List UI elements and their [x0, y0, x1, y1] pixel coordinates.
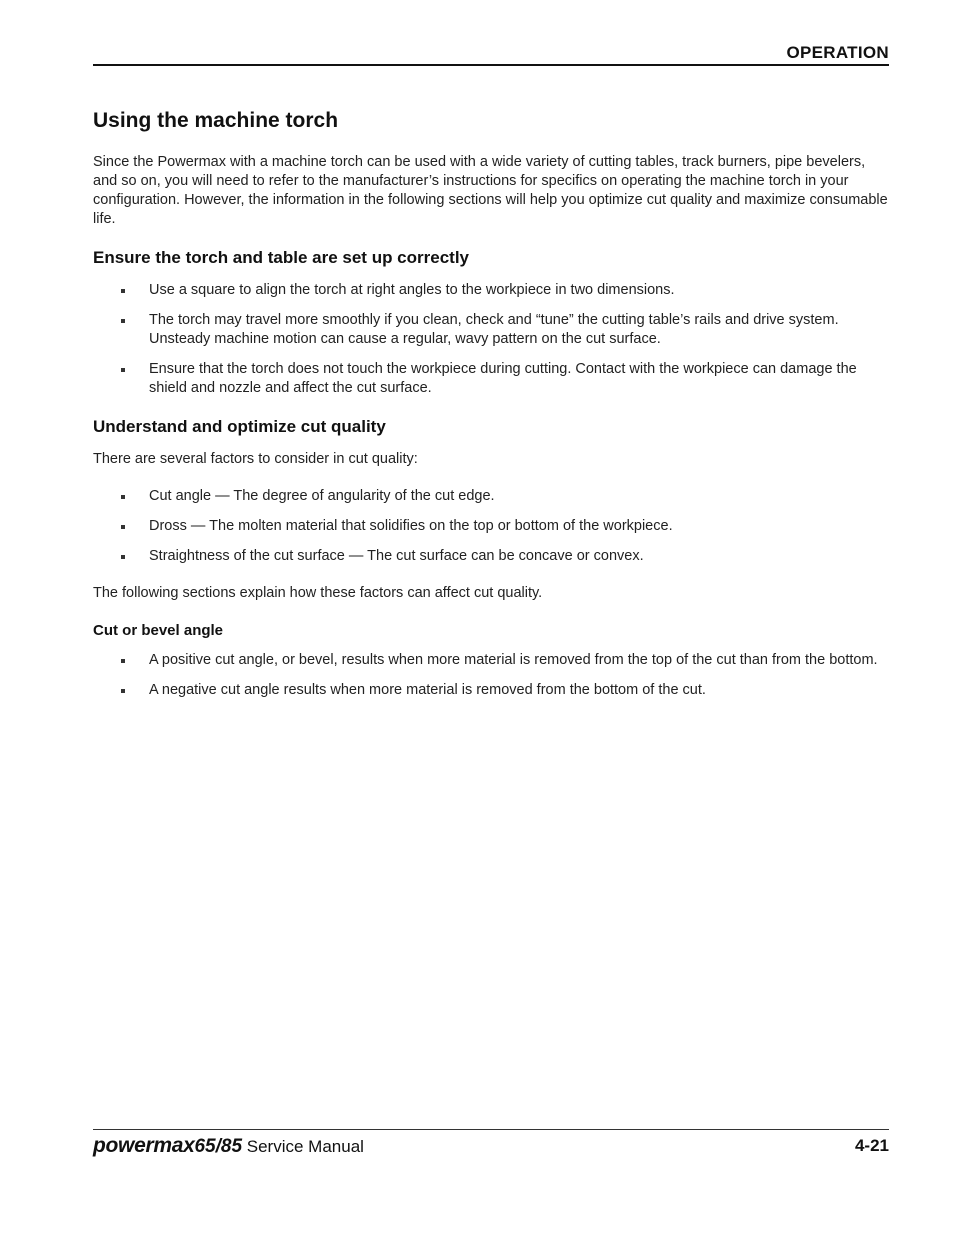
bullet-icon: [121, 289, 125, 293]
header-rule: [93, 64, 889, 66]
bevel-list: [93, 651, 889, 700]
footer-rule: [93, 1129, 889, 1130]
list-item: A positive cut angle, or bevel, results when more material is removed from the top of the cut than from the bottom.: [93, 651, 889, 670]
list-item: Dross — The molten material that solidifies on the top or bottom of the workpiece.: [93, 517, 889, 536]
quality-outro: The following sections explain how these factors can affect cut quality.: [93, 585, 543, 601]
quality-list: [93, 487, 889, 566]
list-item: Straightness of the cut surface — The cut surface can be concave or convex.: [93, 547, 889, 566]
subsection-heading-bevel: Cut or bevel angle: [93, 622, 224, 639]
bullet-icon: [121, 525, 125, 529]
footer-title: [93, 1134, 364, 1158]
manual-name: Service Manual: [246, 1137, 364, 1156]
page-number: 4-21: [854, 1136, 889, 1155]
page-title: Using the machine torch: [93, 109, 339, 132]
quality-intro: There are several factors to consider in cut quality:: [93, 451, 418, 467]
bullet-icon: [121, 689, 125, 693]
section-header: OPERATION: [786, 43, 889, 62]
model-number: 65/85: [194, 1136, 243, 1157]
bullet-icon: [121, 659, 125, 663]
bullet-icon: [121, 319, 125, 323]
bullet-icon: [121, 495, 125, 499]
list-item: Use a square to align the torch at right angles to the workpiece in two dimensions.: [93, 281, 889, 300]
list-item: A negative cut angle results when more material is removed from the bottom of the cut.: [93, 681, 889, 700]
section-heading-setup: Ensure the torch and table are set up correctly: [93, 248, 470, 267]
list-item: Cut angle — The degree of angularity of the cut edge.: [93, 487, 889, 506]
page-content: [93, 106, 889, 718]
section-heading-quality: Understand and optimize cut quality: [93, 417, 386, 436]
list-item: Ensure that the torch does not touch the workpiece during cutting. Contact with the workpiece can damage the shield and nozzle and affect the cut surface.: [93, 360, 889, 398]
bullet-icon: [121, 555, 125, 559]
brand-logo: powermax: [93, 1134, 195, 1157]
bullet-icon: [121, 368, 125, 372]
setup-list: [93, 281, 889, 398]
intro-paragraph: Since the Powermax with a machine torch can be used with a wide variety of cutting tables, track burners, pipe bevelers, and so on, you will need to refer to the manufacturer’s instructions for specifics on operating the machine torch in your configuration. However, the information in the following sections will help you optimize cut quality and maximize consumable life.: [93, 154, 888, 227]
list-item: The torch may travel more smoothly if you clean, check and “tune” the cutting table’s rails and drive system. Unsteady machine motion can cause a regular, wavy pattern on the cut surface.: [93, 311, 889, 349]
